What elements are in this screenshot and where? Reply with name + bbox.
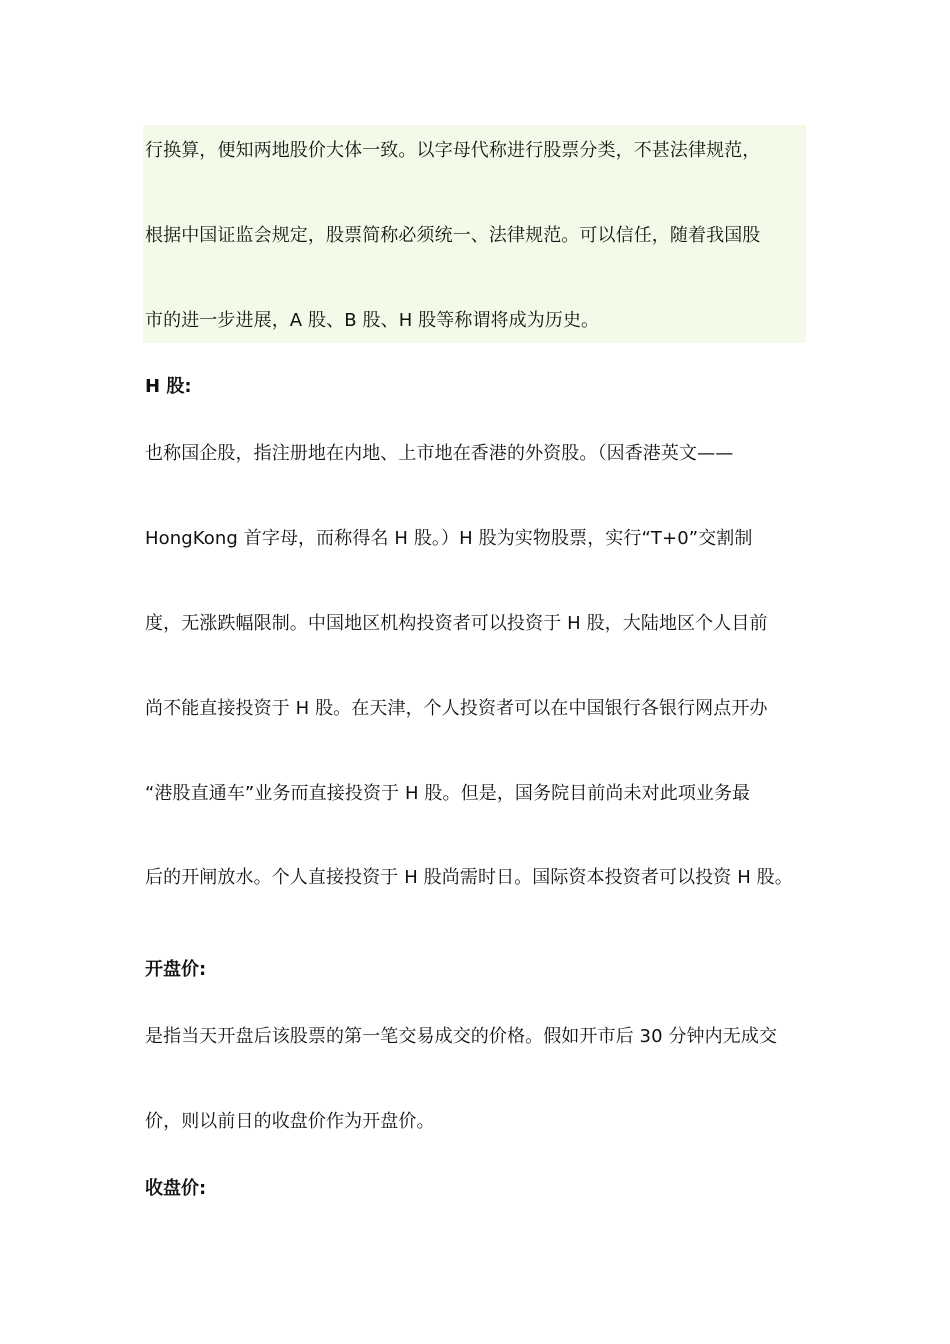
opening-price-line-1: 是指当天开盘后该股票的第一笔交易成交的价格。假如开市后 30 分钟内无成交 [145,1026,778,1047]
h-share-line-3: 度，无涨跌幅限制。中国地区机构投资者可以投资于 H 股，大陆地区个人目前 [145,613,768,634]
h-share-line-5: “港股直通车”业务而直接投资于 H 股。但是，国务院目前尚未对此项业务最 [145,783,751,804]
intro-line-1: 行换算，便知两地股价大体一致。以字母代称进行股票分类，不甚法律规范， [145,140,761,161]
intro-line-3: 市的进一步进展，A 股、B 股、H 股等称谓将成为历史。 [145,310,600,331]
opening-price-heading: 开盘价: [145,959,207,980]
h-share-line-1: 也称国企股，指注册地在内地、上市地在香港的外资股。（因香港英文—— [145,443,734,464]
h-share-line-6: 后的开闸放水。个人直接投资于 H 股尚需时日。国际资本投资者可以投资 H 股。 [145,867,793,888]
h-share-heading: H 股: [145,376,192,397]
h-share-line-4: 尚不能直接投资于 H 股。在天津，个人投资者可以在中国银行各银行网点开办 [145,698,768,719]
closing-price-heading: 收盘价: [145,1178,207,1199]
intro-line-2: 根据中国证监会规定，股票简称必须统一、法律规范。可以信任，随着我国股 [145,225,761,246]
opening-price-line-2: 价，则以前日的收盘价作为开盘价。 [145,1111,435,1132]
h-share-line-2: HongKong 首字母，而称得名 H 股。）H 股为实物股票，实行“T+0”交割制 [145,528,753,549]
